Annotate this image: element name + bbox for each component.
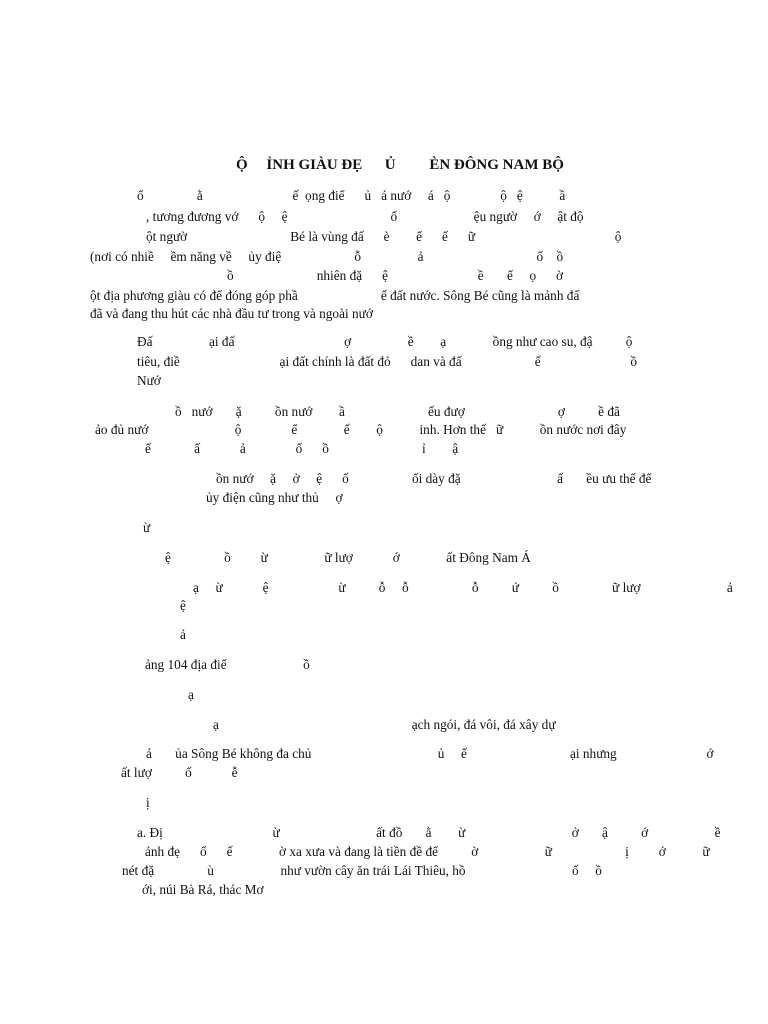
- paragraph-line: ả: [180, 627, 186, 642]
- paragraph-line: a. Đị ừ ất đồ ằ ừ ở ậ ớ ề: [137, 825, 721, 840]
- paragraph-line: ất lượ ố ễ: [121, 765, 238, 780]
- paragraph-line: ế ấ ả ố ồ ỉ ậ: [145, 441, 459, 456]
- paragraph-line: ảo đủ nướ ộ ể ế ộ inh. Hơn thế ữ ồn nước nơi đây: [95, 422, 627, 437]
- paragraph-line: ệ: [180, 598, 186, 613]
- paragraph-line: ột ngườ Bé là vùng đấ è ể ế ữ ộ: [146, 229, 622, 244]
- paragraph-line: ột địa phương giàu có để đóng góp phầ ế đất nước. Sông Bé cũng là mảnh đấ: [90, 288, 580, 303]
- document-title: Ộ ỈNH GIÀU ĐẸ Ủ ÈN ĐÔNG NAM BỘ: [236, 157, 564, 173]
- paragraph-line: ổ ằ ế ọng điể ủ á nướ á ộ ộ ệ ầ: [137, 188, 566, 203]
- paragraph-line: , tương đương vớ ộ ệ ố ệu ngườ ớ ật độ: [146, 209, 584, 224]
- paragraph-line: ồ nướ ặ ồn nướ ầ ếu đượ ợ ề đã: [175, 404, 620, 419]
- paragraph-line: ả ủa Sông Bé không đa chủ ủ ế ại nhưng ớ: [146, 746, 714, 761]
- paragraph-line: ồ nhiên đặ ệ ề ể ọ ờ: [227, 268, 564, 283]
- paragraph-line: ệ ồ ừ ữ lượ ớ ất Đông Nam Á: [165, 550, 531, 565]
- paragraph-line: ồn nướ ặ ở ệ ố ối dày đặ ấ ều ưu thế để: [216, 471, 652, 486]
- paragraph-line: Đấ ại đấ ợ ề ạ ồng như cao su, đậ ộ: [137, 334, 633, 349]
- paragraph-line: ạ: [188, 687, 194, 702]
- paragraph-line: ạ ạch ngói, đá vôi, đá xây dự: [213, 717, 556, 732]
- paragraph-line: nét đặ ù như vườn cây ăn trái Lái Thiêu, hồ ố ồ: [122, 863, 602, 878]
- paragraph-line: ạ ừ ệ ừ ỗ ỗ ỗ ứ ồ ữ lượ ả: [193, 580, 733, 595]
- paragraph-line: Nướ: [137, 373, 161, 388]
- paragraph-line: (nơi có nhiề ềm năng về ủy điệ ỗ ả ố ồ: [90, 249, 564, 264]
- paragraph-line: đã và đang thu hút các nhà đầu tư trong và ngoài nướ: [90, 306, 373, 321]
- paragraph-line: ủy điện cũng như thủ ợ: [206, 490, 343, 505]
- paragraph-line: tiêu, điề ại đất chính là đất đỏ dan và đấ ế ồ: [137, 354, 638, 369]
- paragraph-line: ảnh đẹ ổ ế ờ xa xưa và đang là tiền đề để ờ ữ ị ớ ữ: [145, 844, 710, 859]
- paragraph-line: ừ: [143, 520, 151, 535]
- paragraph-line: ảng 104 địa điể ồ: [145, 657, 310, 672]
- paragraph-line: ị: [146, 795, 150, 810]
- paragraph-line: ới, núi Bà Rá, thác Mơ: [142, 882, 264, 897]
